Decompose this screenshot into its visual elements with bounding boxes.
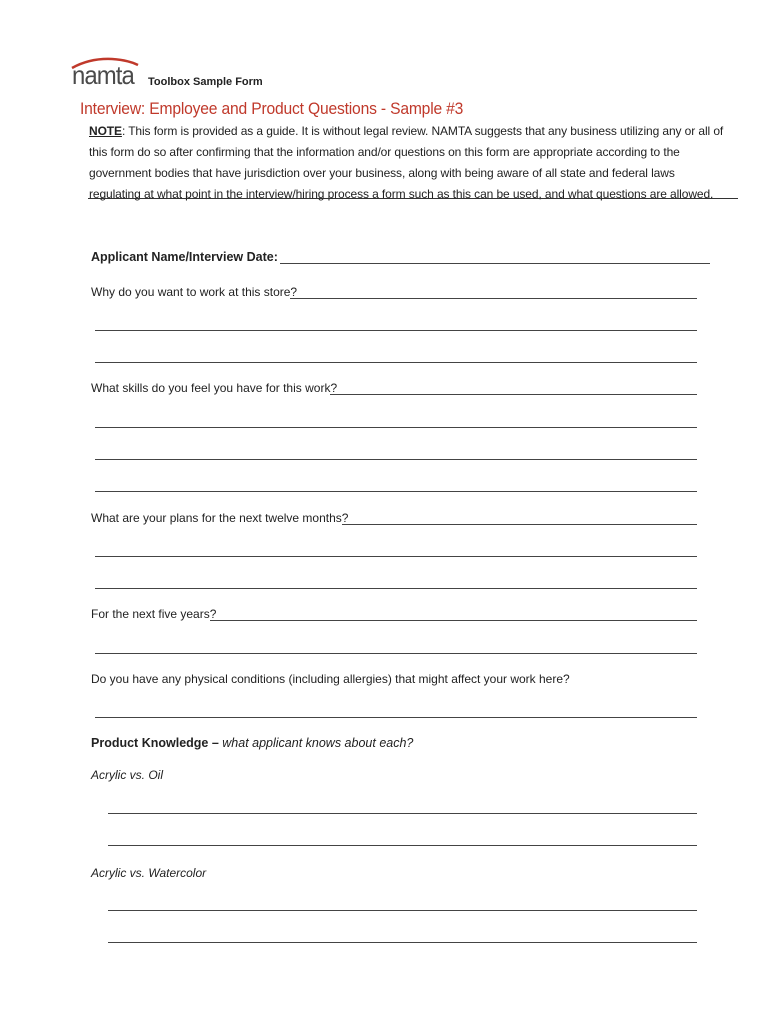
applicant-label: Applicant Name/Interview Date: (91, 250, 278, 264)
answer-five-years-line-1[interactable] (210, 620, 697, 621)
question-plans: What are your plans for the next twelve months? (91, 511, 349, 525)
page-title: Interview: Employee and Product Questions - Sample #3 (80, 99, 464, 118)
answer-skills-line-2[interactable] (95, 427, 697, 428)
question-physical: Do you have any physical conditions (including allergies) that might affect your work here? (91, 672, 570, 686)
header (70, 56, 370, 96)
note-label: NOTE (89, 124, 122, 138)
answer-plans-line-3[interactable] (95, 588, 697, 589)
acrylic-vs-watercolor-line-2[interactable] (108, 942, 697, 943)
toolbox-label: Toolbox Sample Form (148, 76, 263, 88)
acrylic-vs-watercolor-line-1[interactable] (108, 910, 697, 911)
question-five-years: For the next five years? (91, 607, 217, 621)
product-knowledge-subheading: what applicant knows about each? (218, 736, 414, 750)
product-knowledge-heading (91, 736, 413, 750)
answer-skills-line-4[interactable] (95, 491, 697, 492)
answer-why-line-2[interactable] (95, 330, 697, 331)
logo-text: namta (72, 60, 134, 90)
note-text: : This form is provided as a guide. It is without legal review. NAMTA suggests that any business utilizing any or all of this form do so after confirming that the information and/or questions on this form are appropriate according to the government bodies that have jurisdiction over your business, along with being aware of all state and federal laws regulating at what point in the interview/hiring process a form such as this can be used, and what questions are allowed. (89, 124, 724, 201)
answer-why-line-1[interactable] (290, 298, 697, 299)
acrylic-vs-oil-line-1[interactable] (108, 813, 697, 814)
acrylic-vs-watercolor-label: Acrylic vs. Watercolor (91, 866, 207, 880)
answer-plans-line-2[interactable] (95, 556, 697, 557)
applicant-field[interactable] (280, 263, 710, 264)
answer-skills-line-1[interactable] (330, 394, 697, 395)
header-divider (88, 198, 738, 199)
question-why: Why do you want to work at this store? (91, 285, 298, 299)
answer-plans-line-1[interactable] (342, 524, 697, 525)
acrylic-vs-oil-line-2[interactable] (108, 845, 697, 846)
answer-why-line-3[interactable] (95, 362, 697, 363)
product-knowledge-label: Product Knowledge – (91, 736, 219, 750)
answer-five-years-line-2[interactable] (95, 653, 697, 654)
answer-skills-line-3[interactable] (95, 459, 697, 460)
acrylic-vs-oil-label: Acrylic vs. Oil (91, 768, 163, 782)
note-paragraph (89, 121, 729, 205)
namta-logo (70, 56, 140, 92)
answer-physical-line[interactable] (95, 717, 697, 718)
question-skills: What skills do you feel you have for this work? (91, 381, 338, 395)
